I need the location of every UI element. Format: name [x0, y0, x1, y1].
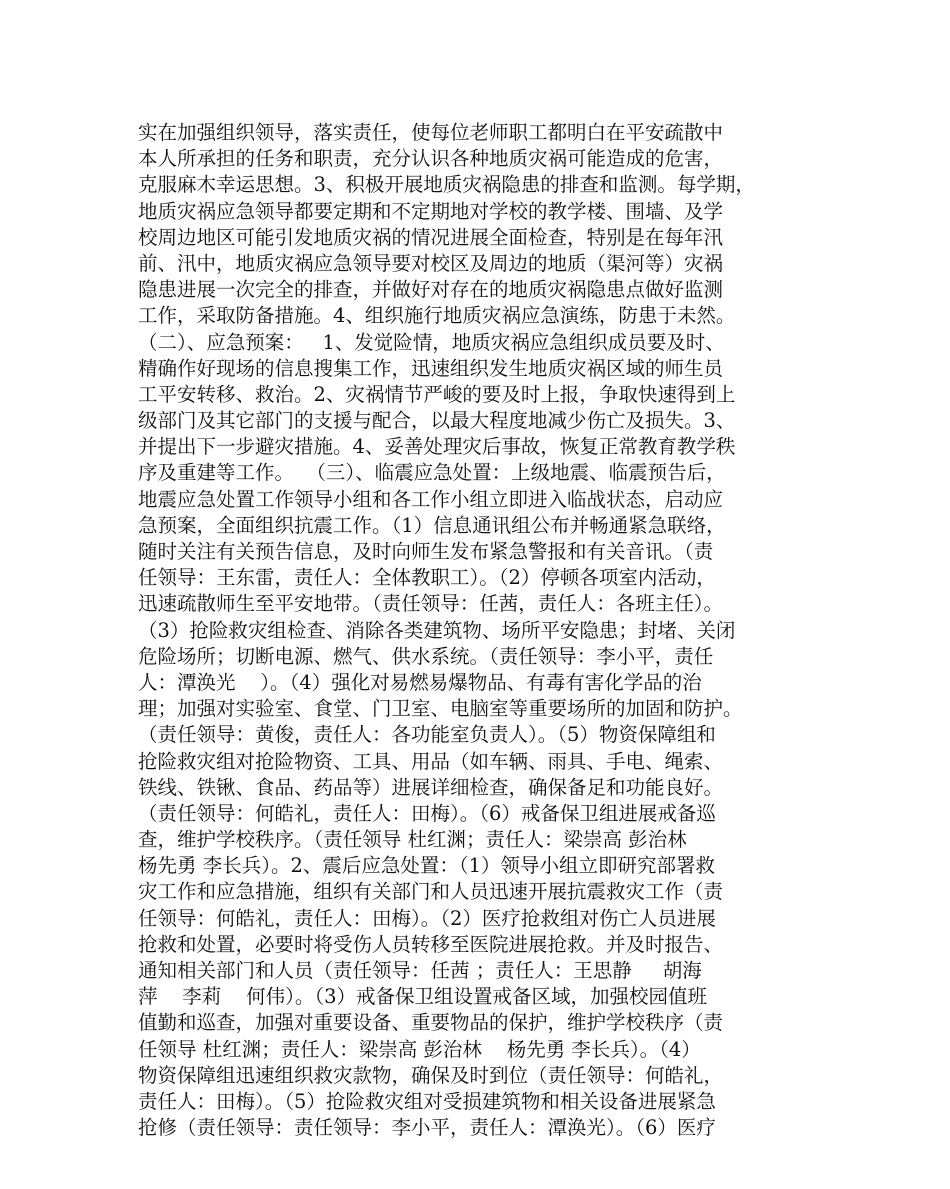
text-line: 迅速疏散师生至平安地带。（责任领导：任茜，责任人：各班主任）。 [138, 592, 724, 616]
text-line: 任领导：王东雷，责任人：全体教职工）。（2）停顿各项室内活动， [138, 566, 716, 590]
text-line: 杨先勇 李长兵）。2、震后应急处置：（1）领导小组立即研究部署救 [138, 854, 716, 878]
text-line: 萍 李莉 何伟）。（3）戒备保卫组设置戒备区域，加强校园值班 [138, 985, 707, 1009]
text-line: 抢救和处置，必要时将受伤人员转移至医院进展抢救。并及时报告、 [138, 932, 724, 956]
text-line: 工平安转移、救治。2、灾祸情节严峻的要及时上报，争取快速得到上 [138, 382, 736, 406]
text-line: 通知相关部门和人员（责任领导：任茜 ；责任人：王思静 胡海 [138, 959, 702, 982]
text-line: （责任领导：何皓礼，责任人：田梅）。（6）戒备保卫组进展戒备巡 [138, 801, 716, 825]
text-line: 地质灾祸应急领导都要定期和不定期地对学校的教学楼、围墙、及学 [138, 199, 724, 223]
text-line: 随时关注有关预告信息，及时向师生发布紧急警报和有关音讯。（责 [138, 540, 714, 563]
text-line: 物资保障组迅速组织救灾款物，确保及时到位（责任领导：何皓礼， [138, 1063, 724, 1087]
text-line: 理；加强对实验室、食堂、门卫室、电脑室等重要场所的加固和防护。 [138, 697, 743, 721]
text-line: 查，维护学校秩序。（责任领导 杜红渊；责任人：梁崇高 彭治林 [138, 828, 687, 852]
text-line: 任领导 杜红渊；责任人：梁崇高 彭治林 杨先勇 李长兵）。（4） [138, 1037, 701, 1061]
text-line: 工作，采取防备措施。4、组织施行地质灾祸应急演练，防患于未然。 [138, 304, 736, 328]
text-line: 本人所承担的任务和职责，充分认识各种地质灾祸可能造成的危害， [138, 147, 724, 171]
text-line: 值勤和巡查，加强对重要设备、重要物品的保护，维护学校秩序（责 [138, 1011, 724, 1035]
text-line: 隐患进展一次完全的排查，并做好对存在的地质灾祸隐患点做好监测 [138, 278, 724, 302]
text-line: 铁线、铁锹、食品、药品等）进展详细检查，确保备足和功能良好。 [138, 775, 724, 799]
text-line: 责任人：田梅）。（5）抢险救灾组对受损建筑物和相关设备进展紧急 [138, 1089, 716, 1113]
text-line: 抢修（责任领导：责任领导：李小平，责任人：潭涣光）。（6）医疗 [138, 1116, 716, 1140]
text-line: （3）抢险救灾组检查、消除各类建筑物、场所平安隐患；封堵、关闭 [138, 618, 736, 642]
body-text [138, 120, 818, 1141]
text-line: 急预案，全面组织抗震工作。（1）信息通讯组公布并畅通紧急联络， [138, 513, 726, 537]
text-line: 灾工作和应急措施，组织有关部门和人员迅速开展抗震救灾工作（责 [138, 880, 724, 904]
text-line: 精确作好现场的信息搜集工作，迅速组织发生地质灾祸区域的师生员 [138, 356, 724, 380]
text-line: 实在加强组织领导，落实责任，使每位老师职工都明白在平安疏散中 [138, 121, 724, 144]
text-line: 前、汛中，地质灾祸应急领导要对校区及周边的地质（渠河等）灾祸 [138, 251, 724, 275]
text-line: 任领导：何皓礼，责任人：田梅）。（2）医疗抢救组对伤亡人员进展 [138, 906, 716, 930]
text-line: 抢险救灾组对抢险物资、工具、用品（如车辆、雨具、手电、绳索、 [138, 749, 724, 773]
text-line: 级部门及其它部门的支援与配合，以最大程度地减少伤亡及损失。3、 [138, 409, 736, 433]
text-line: 危险场所；切断电源、燃气、供水系统。（责任领导：李小平，责任 [138, 644, 714, 668]
text-line: （二）、应急预案： 1、发觉险情，地质灾祸应急组织成员要及时、 [138, 330, 725, 354]
text-line: 校周边地区可能引发地质灾祸的情况进展全面检查，特别是在每年汛 [138, 225, 724, 249]
text-line: 序及重建等工作。 （三）、临震应急处置：上级地震、临震预告后， [138, 461, 726, 485]
text-line: 克服麻木幸运思想。3、积极开展地质灾祸隐患的排查和监测。每学期， [138, 173, 755, 197]
text-line: 人：潭涣光 ）。（4）强化对易燃易爆物品、有毒有害化学品的治 [138, 670, 702, 694]
text-line: 并提出下一步避灾措施。4、妥善处理灾后事故，恢复正常教育教学秩 [138, 435, 736, 459]
text-line: （责任领导：黄俊，责任人：各功能室负责人）。（5）物资保障组和 [138, 723, 716, 747]
text-line: 地震应急处置工作领导小组和各工作小组立即进入临战状态，启动应 [138, 487, 724, 511]
